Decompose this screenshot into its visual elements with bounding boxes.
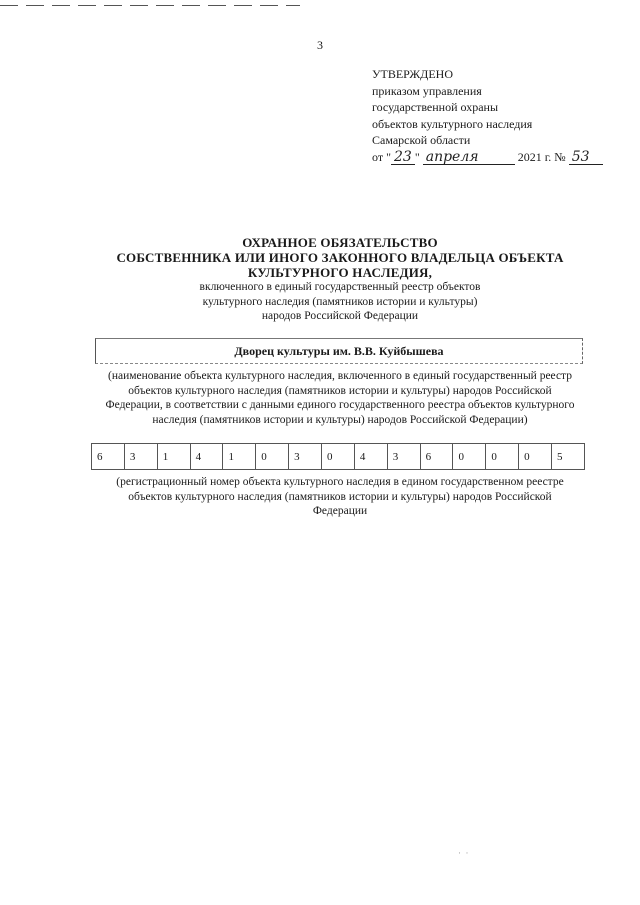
title-line: ОХРАННОЕ ОБЯЗАТЕЛЬСТВО [242, 235, 438, 250]
registration-digit: 3 [125, 444, 158, 469]
approval-month: апреля [423, 151, 515, 165]
registration-digit: 0 [453, 444, 486, 469]
date-quote-close: " [414, 149, 420, 164]
approval-stamp [372, 66, 622, 165]
registration-digit: 6 [421, 444, 454, 469]
registration-digit: 1 [158, 444, 191, 469]
object-name-box [95, 338, 583, 364]
title-line: СОБСТВЕННИКА ИЛИ ИНОГО ЗАКОННОГО ВЛАДЕЛЬЦА ОБЪЕКТА [116, 250, 564, 265]
top-dashed-line [0, 5, 300, 6]
approval-line: Самарской области [372, 133, 471, 147]
subtitle-line: включенного в единый государственный реестр объектов [199, 281, 481, 293]
document-title [60, 235, 620, 324]
registration-digit: 1 [223, 444, 256, 469]
approval-line: приказом управления [372, 83, 482, 98]
registration-digit: 3 [388, 444, 421, 469]
object-name: Дворец культуры им. В.В. Куйбышева [234, 343, 444, 358]
page-number: 3 [317, 38, 323, 52]
approval-line: объектов культурного наследия [372, 116, 533, 131]
registration-digit: 4 [355, 444, 388, 469]
registration-digit: 0 [519, 444, 552, 469]
registration-digit: 6 [92, 444, 125, 469]
registration-digit: 0 [256, 444, 289, 469]
registration-digit: 0 [322, 444, 355, 469]
date-prefix: от " [372, 149, 391, 164]
approval-line: УТВЕРЖДЕНО [372, 67, 454, 81]
registration-digit: 5 [552, 444, 585, 469]
approval-order-number: 53 [569, 151, 603, 165]
approval-line: государственной охраны [372, 100, 499, 114]
approval-year: 2021 г. № [517, 149, 566, 164]
approval-day: 23 [391, 151, 415, 165]
registration-number-grid [91, 443, 585, 470]
approval-date-line [372, 149, 622, 166]
subtitle-line: культурного наследия (памятников истории и культуры) [202, 295, 478, 308]
registration-digit: 4 [191, 444, 224, 469]
registration-digit: 0 [486, 444, 519, 469]
registration-digit: 3 [289, 444, 322, 469]
title-line: КУЛЬТУРНОГО НАСЛЕДИЯ, [247, 265, 433, 280]
registration-caption: (регистрационный номер объекта культурного наследия в едином государственном реестре объектов культурного наследия (памятников истории и культуры) народов Российской Федерации [116, 476, 564, 517]
object-name-caption: (наименование объекта культурного наследия, включенного в единый государственный реестр объектов культурного наследия (памятников истории и культуры) народов Российской Федерации, в соответствии с данными единого государственного реестра объектов культурного наследия (памятников истории и культуры) народов Российской Федерации) [105, 370, 575, 426]
subtitle-line: народов Российской Федерации [261, 310, 419, 322]
scan-speck: · · [458, 848, 469, 858]
